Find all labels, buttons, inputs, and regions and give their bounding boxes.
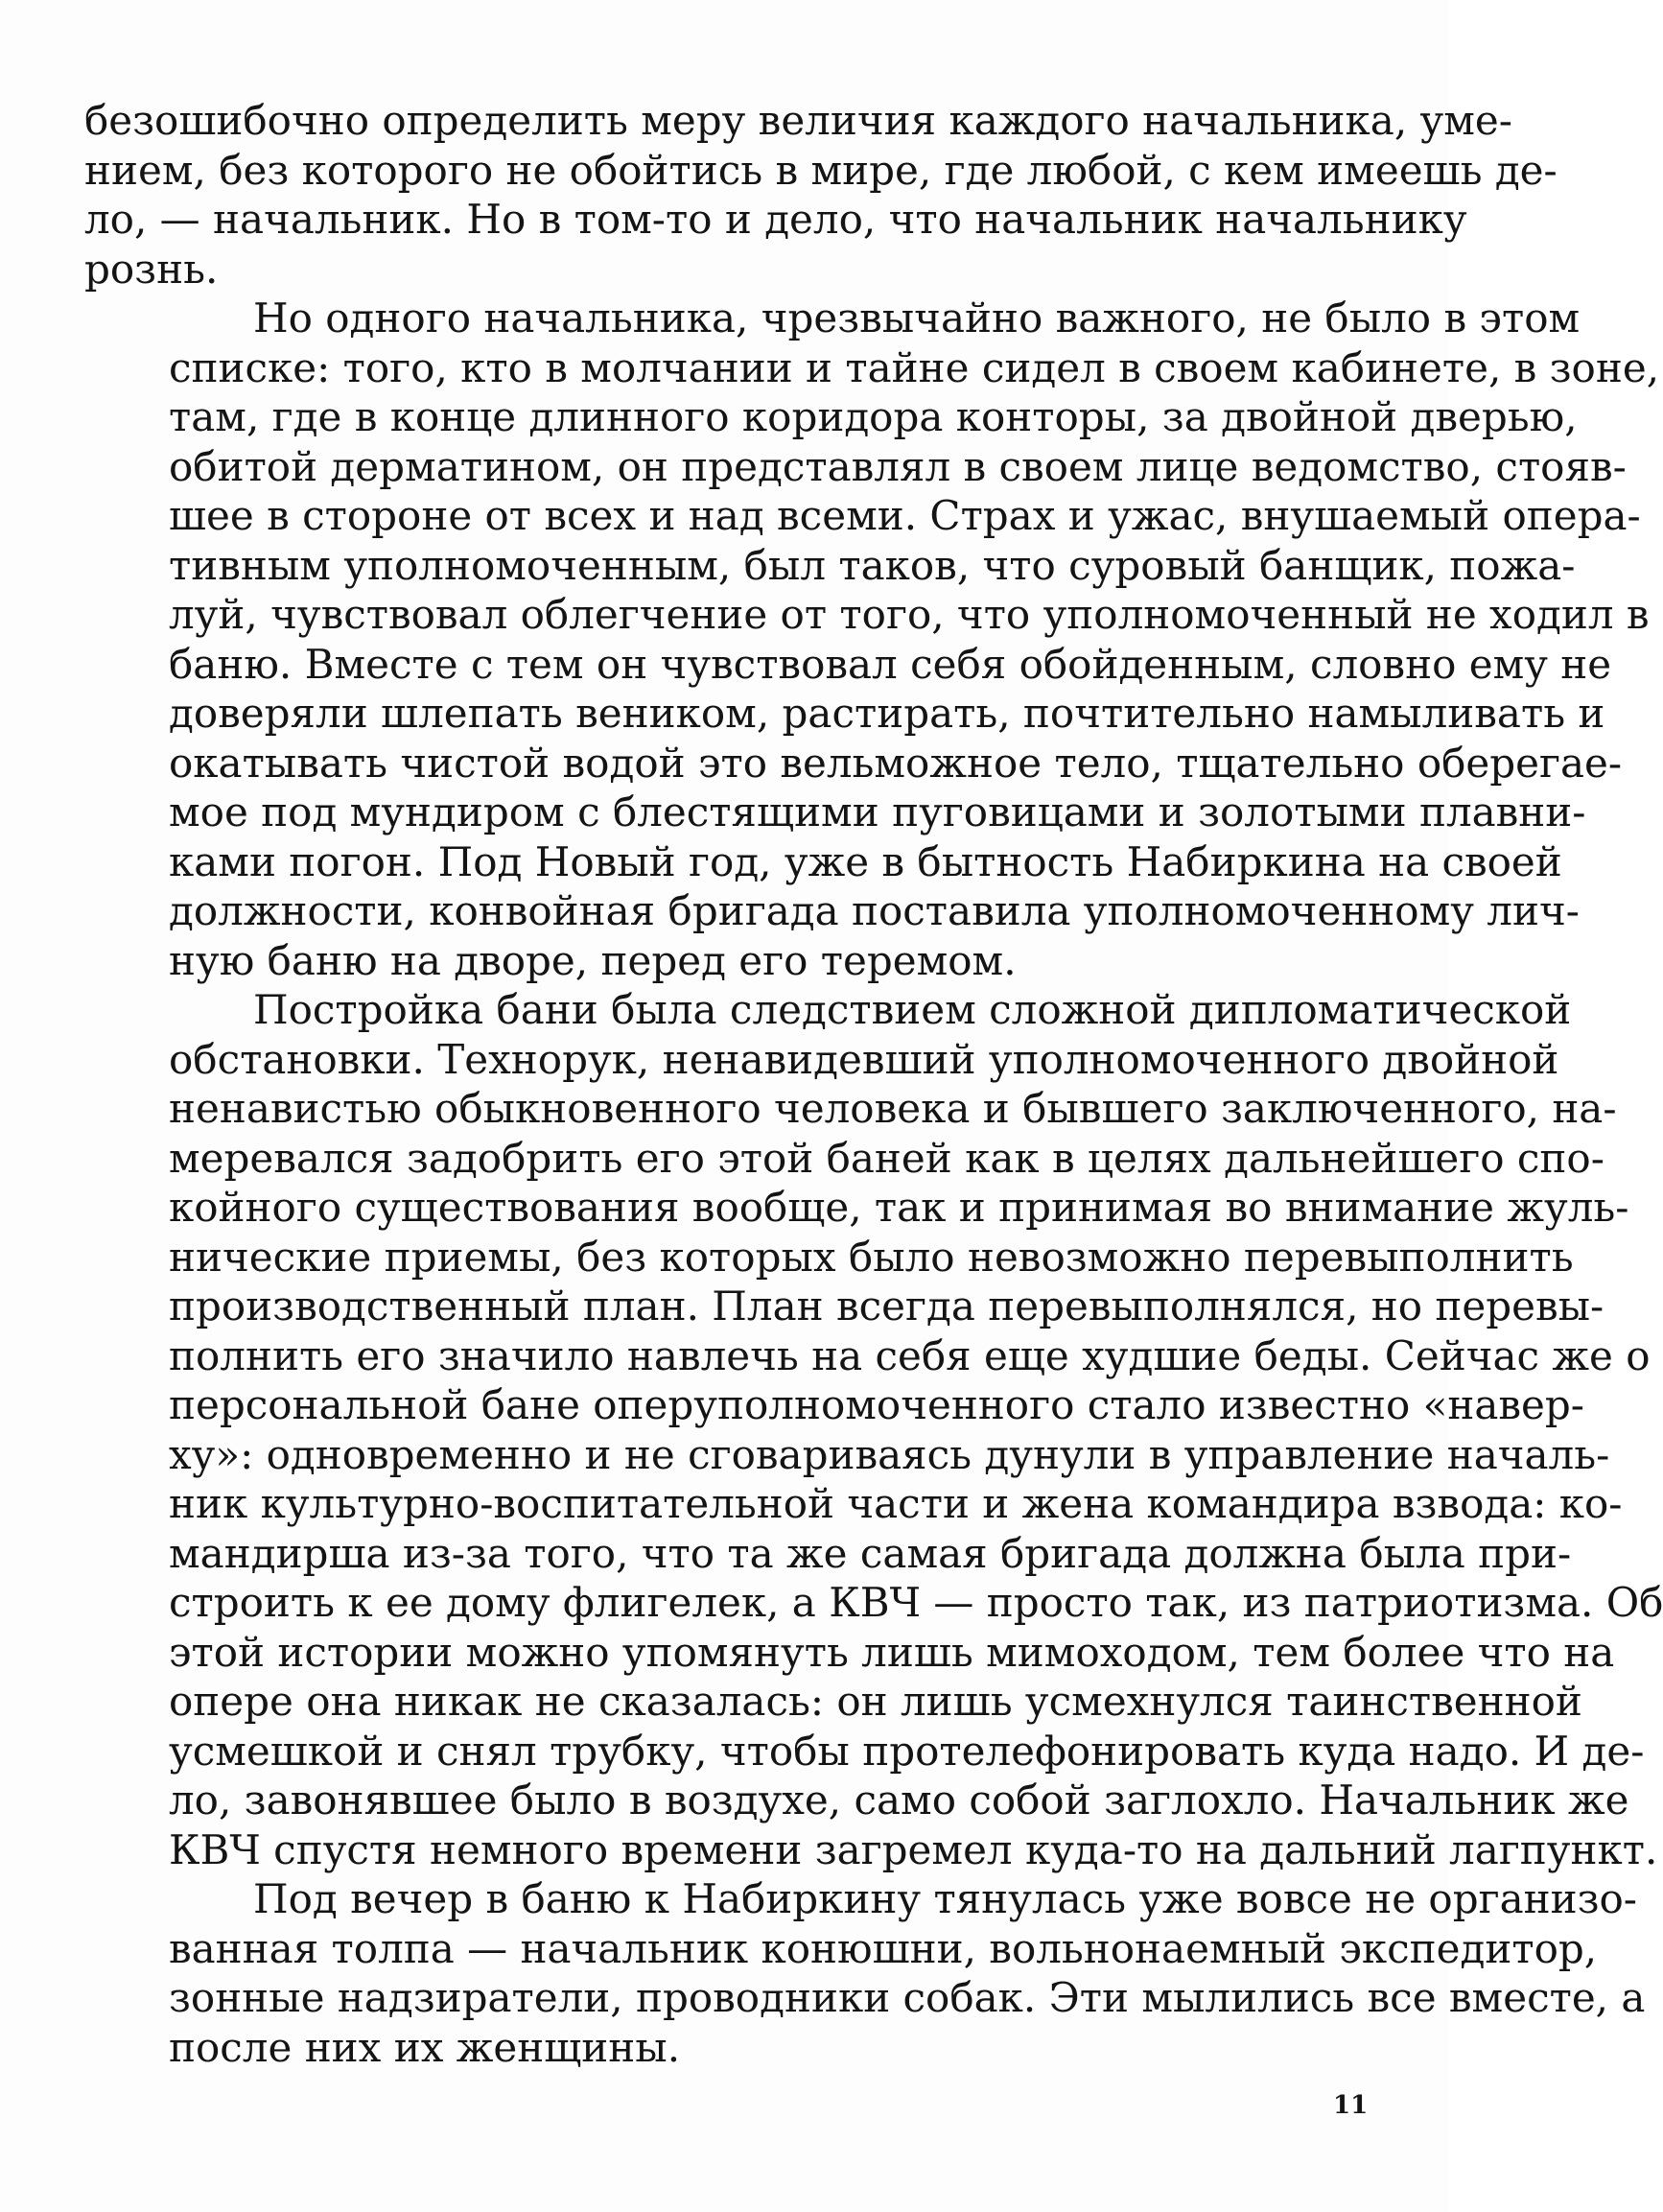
text-line: койного существования вообще, так и принимая во внимание жуль- <box>169 1184 1629 1231</box>
text-line: доверяли шлепать веником, растирать, почтительно намыливать и <box>169 690 1605 737</box>
text-line: списке: того, кто в молчании и тайне сидел в своем кабинете, в зоне, <box>169 343 1660 391</box>
paragraph <box>84 1874 1646 2072</box>
text-line: усмешкой и снял трубку, чтобы протелефонировать куда надо. И де- <box>169 1727 1645 1775</box>
text-line: Но одного начальника, чрезвычайно важного, не было в этом <box>253 294 1581 341</box>
text-line: КВЧ спустя немного времени загремел куда-то на дальний лагпункт. <box>169 1825 1658 1873</box>
paragraph <box>84 96 1558 294</box>
text-line: ную баню на дворе, перед его теремом. <box>169 936 1017 984</box>
text-line: нием, без которого не обойтись в мире, где любой, с кем имеешь де- <box>84 146 1558 194</box>
text-line: должности, конвойная бригада поставила уполномоченному лич- <box>169 887 1580 934</box>
text-line: шее в стороне от всех и над всеми. Страх и ужас, внушаемый опера- <box>169 492 1641 539</box>
text-line: этой истории можно упомянуть лишь мимоходом, тем более что на <box>169 1628 1615 1676</box>
text-line: нические приемы, без которых было невозможно перевыполнить <box>169 1233 1574 1281</box>
page-number: 11 <box>1333 2091 1369 2120</box>
text-line: окатывать чистой водой это вельможное тело, тщательно оберегае- <box>169 739 1623 787</box>
text-line: баню. Вместе с тем он чувствовал себя обойденным, словно ему не <box>169 640 1612 688</box>
text-line: тивным уполномоченным, был таков, что суровый банщик, пожа- <box>169 541 1576 589</box>
paragraph <box>84 294 1660 985</box>
text-line: мое под мундиром с блестящими пуговицами и золотыми плавни- <box>169 788 1586 835</box>
text-line: персональной бане оперуполномоченного стало известно «навер- <box>169 1381 1584 1428</box>
text-line: Под вечер в баню к Набиркину тянулась уже вовсе не организо- <box>253 1875 1637 1922</box>
text-line: ванная толпа — начальник конюшни, вольнонаемный экспедитор, <box>169 1924 1598 1972</box>
text-line: ник культурно-воспитательной части и жена командира взвода: ко- <box>169 1480 1623 1527</box>
text-line: обстановки. Технорук, ненавидевший уполномоченного двойной <box>169 1035 1559 1083</box>
paragraph <box>84 985 1663 1874</box>
text-line: безошибочно определить меру величия каждого начальника, уме- <box>84 97 1512 144</box>
text-line: строить к ее дому флигелек, а КВЧ — просто так, из патриотизма. Об <box>169 1579 1663 1626</box>
text-line: ками погон. Под Новый год, уже в бытность Набиркина на своей <box>169 837 1562 885</box>
text-line: там, где в конце длинного коридора конторы, за двойной дверью, <box>169 393 1578 440</box>
text-line: ло, — начальник. Но в том-то и дело, что начальник начальнику <box>84 196 1467 243</box>
text-line: опере она никак не сказалась: он лишь усмехнулся таинственной <box>169 1678 1582 1725</box>
text-line: ло, завонявшее было в воздухе, само собой заглохло. Начальник же <box>169 1777 1629 1824</box>
main-text <box>84 96 1663 2072</box>
text-line: мандирша из-за того, что та же самая бригада должна была при- <box>169 1529 1572 1577</box>
text-line: рознь. <box>84 245 219 293</box>
text-line: зонные надзиратели, проводники собак. Эти мылились все вместе, а <box>169 1974 1646 2021</box>
text-line: полнить его значило навлечь на себя еще худшие беды. Сейчас же о <box>169 1331 1651 1379</box>
text-line: Постройка бани была следствием сложной дипломатической <box>253 986 1572 1033</box>
text-line: ненавистью обыкновенного человека и бывшего заключенного, на- <box>169 1085 1617 1132</box>
text-line: луй, чувствовал облегчение от того, что уполномоченный не ходил в <box>169 591 1650 638</box>
text-line: ху»: одновременно и не сговариваясь дунули в управление началь- <box>169 1430 1610 1478</box>
text-line: меревался задобрить его этой баней как в целях дальнейшего спо- <box>169 1134 1604 1182</box>
text-line: производственный план. План всегда перевыполнялся, но перевы- <box>169 1282 1604 1330</box>
text-line: после них их женщины. <box>169 2023 681 2071</box>
text-line: обитой дерматином, он представлял в своем лице ведомство, стояв- <box>169 442 1627 490</box>
